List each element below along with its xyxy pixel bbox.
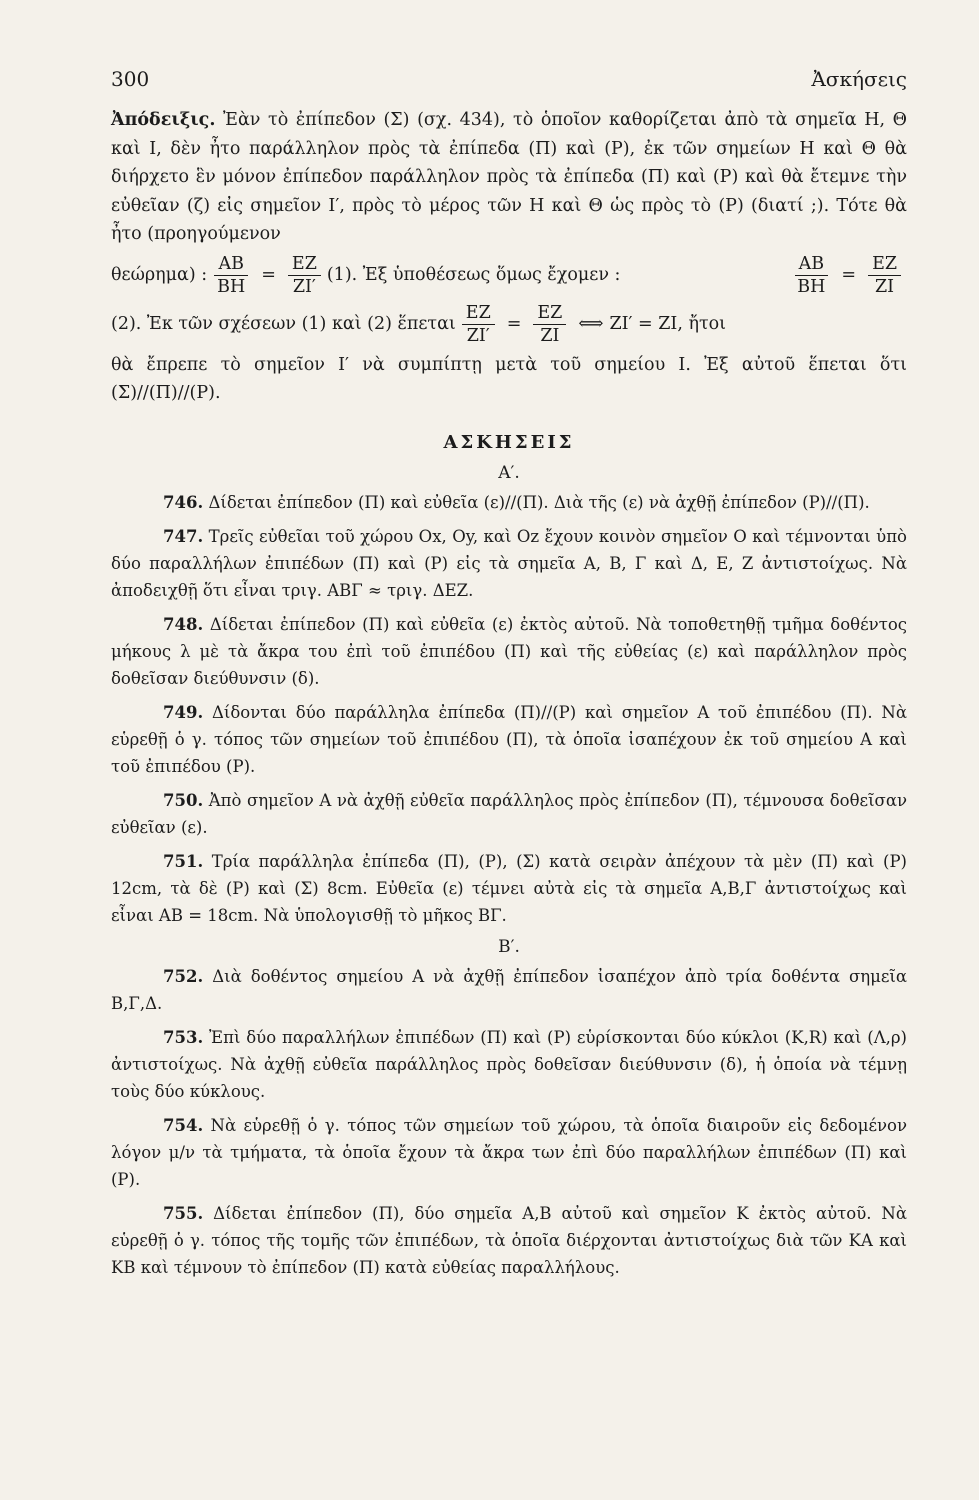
proof-label: Ἀπόδειξις. xyxy=(111,110,216,130)
page-header xyxy=(111,62,907,96)
exercise-number: 753. xyxy=(163,1027,204,1047)
book-page xyxy=(111,62,907,1288)
fraction-ab-bh-2 xyxy=(793,253,829,298)
eq1-prefix: θεώρημα) : xyxy=(111,265,208,285)
exercise-text: Ἐπὶ δύο παραλλήλων ἐπιπέδων (Π) καὶ (Ρ) εὑρίσκονται δύο κύκλοι (Κ,R) καὶ (Λ,ρ) ἀντιστοίχως. Νὰ ἀχθῇ εὐθεῖα παράλληλος πρὸς δοθεῖσαν διεύθυνσιν (δ), ἡ ὁποία νὰ τέμνῃ τοὺς δύο κύκλους. xyxy=(111,1027,907,1101)
section-a-heading: Α′. xyxy=(498,462,520,483)
proof-conclusion: θὰ ἔπρεπε τὸ σημεῖον Ι′ νὰ συμπίπτῃ μετὰ τοῦ σημείου Ι. Ἐξ αὐτοῦ ἕπεται ὅτι (Σ)//(Π)//(Ρ). xyxy=(111,354,907,403)
fraction-ez-zi-prime xyxy=(288,253,321,298)
exercise-number: 754. xyxy=(163,1115,204,1135)
exercise-item xyxy=(111,523,907,604)
proof-paragraph xyxy=(111,106,907,249)
exercise-text: Δίδεται ἐπίπεδον (Π) καὶ εὐθεῖα (ε)//(Π). Διὰ τῆς (ε) νὰ ἀχθῇ ἐπίπεδον (Ρ)//(Π). xyxy=(208,492,870,512)
exercise-number: 748. xyxy=(163,614,204,634)
exercise-item xyxy=(111,787,907,841)
exercise-number: 752. xyxy=(163,966,204,986)
exercise-number: 750. xyxy=(163,790,204,810)
exercise-number: 747. xyxy=(163,526,204,546)
fraction-ab-bh xyxy=(213,253,249,298)
exercise-text: Δίδεται ἐπίπεδον (Π), δύο σημεῖα Α,Β αὐτοῦ καὶ σημεῖον Κ ἐκτὸς αὐτοῦ. Νὰ εὑρεθῇ ὁ γ. τόπος τῆς τομῆς τῶν ἐπιπέδων, τὰ ὁποῖα διέρχονται ἀντιστοίχως διὰ τῶν ΚΑ καὶ ΚΒ καὶ τέμνουν τὸ ἐπίπεδον (Π) κατὰ εὐθείας παραλλήλους. xyxy=(111,1203,907,1277)
fraction-ez-zi xyxy=(868,253,901,298)
eq2-prefix: (2). Ἐκ τῶν σχέσεων (1) καὶ (2) ἕπεται xyxy=(111,314,456,334)
page-number: 300 xyxy=(111,67,150,91)
equation-line-1 xyxy=(111,253,907,298)
fraction-denominator: ΖΙ xyxy=(540,325,560,346)
exercise-item xyxy=(111,489,907,516)
fraction-numerator: ΕΖ xyxy=(868,253,901,276)
exercise-item xyxy=(111,1024,907,1105)
exercises-b-list xyxy=(111,963,907,1281)
fraction-numerator: ΕΖ xyxy=(288,253,321,276)
exercise-text: Δίδονται δύο παράλληλα ἐπίπεδα (Π)//(Ρ) καὶ σημεῖον Α τοῦ ἐπιπέδου (Π). Νὰ εὑρεθῇ ὁ γ. τόπος τῶν σημείων τοῦ ἐπιπέδου (Π), τὰ ὁποῖα ἰσαπέχουν ἐκ τοῦ σημείου Α καὶ τοῦ ἐπιπέδου (Ρ). xyxy=(111,702,907,776)
eq1-middle-text: (1). Ἐξ ὑποθέσεως ὅμως ἔχομεν : xyxy=(326,265,621,285)
exercise-number: 749. xyxy=(163,702,204,722)
exercise-number: 751. xyxy=(163,851,204,871)
fraction-numerator: ΕΖ xyxy=(462,302,495,325)
eq2-suffix: ΖΙ′ = ΖΙ, ἤτοι xyxy=(609,314,727,334)
exercise-text: Δίδεται ἐπίπεδον (Π) καὶ εὐθεῖα (ε) ἐκτὸς αὐτοῦ. Νὰ τοποθετηθῇ τμῆμα δοθέντος μήκους λ μὲ τὰ ἄκρα του ἐπὶ τοῦ ἐπιπέδου (Π) καὶ τῆς εὐθείας (ε) καὶ παράλληλον πρὸς δοθεῖσαν διεύθυνσιν (δ). xyxy=(111,614,907,688)
exercise-number: 755. xyxy=(163,1203,204,1223)
equals-sign: = xyxy=(506,314,522,334)
exercises-heading: ΑΣΚΗΣΕΙΣ xyxy=(443,431,575,453)
exercise-item xyxy=(111,1200,907,1281)
fraction-denominator: ΖΙ′ xyxy=(292,276,316,297)
exercise-text: Ἀπὸ σημεῖον Α νὰ ἀχθῇ εὐθεῖα παράλληλος πρὸς ἐπίπεδον (Π), τέμνουσα δοθεῖσαν εὐθεῖαν (ε). xyxy=(111,790,907,837)
fraction-ez-zi-2 xyxy=(533,302,566,347)
fraction-numerator: ΑΒ xyxy=(795,253,829,276)
fraction-denominator: ΒΗ xyxy=(217,276,246,297)
fraction-denominator: ΖΙ′ xyxy=(466,325,490,346)
fraction-numerator: ΑΒ xyxy=(214,253,248,276)
running-title: Ἀσκήσεις xyxy=(811,67,907,91)
exercise-item xyxy=(111,611,907,692)
proof-text: Ἐὰν τὸ ἐπίπεδον (Σ) (σχ. 434), τὸ ὁποῖον καθορίζεται ἀπὸ τὰ σημεῖα Η, Θ καὶ Ι, δὲν ἦτο παράλληλον πρὸς τὰ ἐπίπεδα (Π) καὶ (Ρ), ἐκ τῶν σημείων Η καὶ Θ θὰ διήρχετο ἓν μόνον ἐπίπεδον παράλληλον πρὸς τὰ ἐπίπεδα (Π) καὶ (Ρ) καὶ θὰ ἔτεμνε τὴν εὐθεῖαν (ζ) εἰς σημεῖον Ι′, πρὸς τὸ μέρος τῶν Η καὶ Θ ὡς πρὸς τὸ (Ρ) (διατί ;). Τότε θὰ ἦτο (προηγούμενον xyxy=(111,110,907,244)
equals-sign: = xyxy=(261,265,276,285)
exercises-a-list xyxy=(111,489,907,929)
exercise-text: Νὰ εὑρεθῇ ὁ γ. τόπος τῶν σημείων τοῦ χώρου, τὰ ὁποῖα διαιροῦν εἰς δεδομένον λόγον μ/ν τὰ τμήματα, τὰ ὁποῖα ἔχουν τὰ ἄκρα των ἐπὶ δύο παραλλήλων ἐπιπέδων (Π) καὶ (Ρ). xyxy=(111,1115,908,1189)
equivalence-arrow: ⟺ xyxy=(578,314,604,334)
exercise-text: Τρία παράλληλα ἐπίπεδα (Π), (Ρ), (Σ) κατὰ σειρὰν ἀπέχουν τὰ μὲν (Π) καὶ (Ρ) 12cm, τὰ δὲ (Ρ) καὶ (Σ) 8cm. Εὐθεῖα (ε) τέμνει αὐτὰ εἰς τὰ σημεῖα Α,Β,Γ ἀντιστοίχως καὶ εἶναι ΑΒ = 18cm. Νὰ ὑπολογισθῇ τὸ μῆκος ΒΓ. xyxy=(111,851,907,925)
section-b-heading: Β′. xyxy=(498,936,520,957)
exercise-item xyxy=(111,848,907,929)
equation-line-2 xyxy=(111,302,907,347)
exercise-item xyxy=(111,1112,907,1193)
exercise-number: 746. xyxy=(163,492,204,512)
fraction-ez-zi-prime-2 xyxy=(462,302,495,347)
exercise-text: Διὰ δοθέντος σημείου Α νὰ ἀχθῇ ἐπίπεδον ἰσαπέχον ἀπὸ τρία δοθέντα σημεῖα Β,Γ,Δ. xyxy=(111,966,907,1013)
exercise-item xyxy=(111,699,907,780)
fraction-denominator: ΒΗ xyxy=(797,276,826,297)
exercise-text: Τρεῖς εὐθεῖαι τοῦ χώρου Οx, Οy, καὶ Οz ἔχουν κοινὸν σημεῖον Ο καὶ τέμνονται ὑπὸ δύο παραλλήλων ἐπιπέδων (Π) καὶ (Ρ) εἰς τὰ σημεῖα Α, Β, Γ καὶ Δ, Ε, Ζ ἀντιστοίχως. Νὰ ἀποδειχθῇ ὅτι εἶναι τριγ. ΑΒΓ ≈ τριγ. ΔΕΖ. xyxy=(111,526,907,600)
fraction-numerator: ΕΖ xyxy=(533,302,566,325)
fraction-denominator: ΖΙ xyxy=(874,276,895,297)
exercise-item xyxy=(111,963,907,1017)
equals-sign: = xyxy=(841,265,857,285)
